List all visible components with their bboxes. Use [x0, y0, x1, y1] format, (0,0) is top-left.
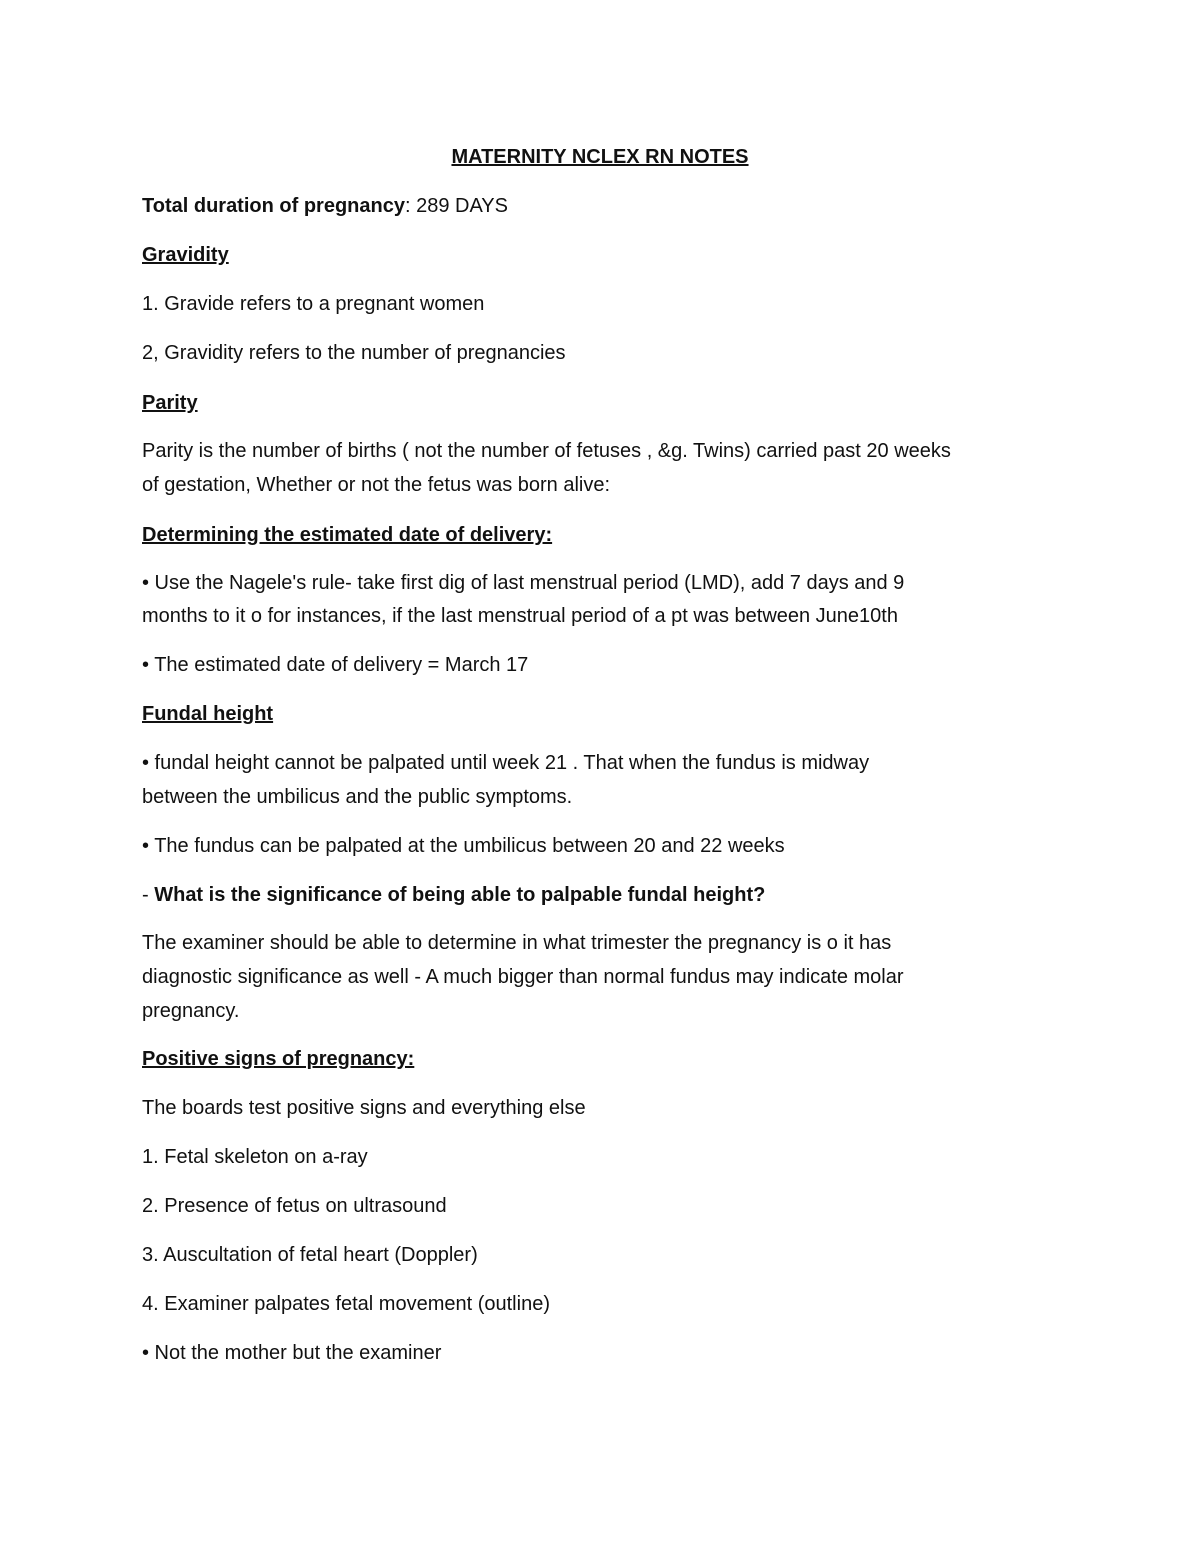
positive-sign-item: 3. Auscultation of fetal heart (Doppler) [142, 1244, 478, 1266]
edd-bullet-line: • Use the Nagele's rule- take first dig of last menstrual period (LMD), add 7 days and 9 [142, 572, 905, 594]
fundal-bullet-line: • fundal height cannot be palpated until week 21 . That when the fundus is midway [142, 752, 870, 774]
edd-heading: Determining the estimated date of delivery: [142, 524, 553, 546]
fundal-answer-line: pregnancy. [142, 1000, 240, 1022]
positive-signs-heading: Positive signs of pregnancy: [142, 1048, 415, 1070]
duration-value: : 289 DAYS [404, 195, 508, 217]
question-prefix: - [142, 884, 155, 906]
gravidity-item: 2, Gravidity refers to the number of pregnancies [142, 342, 566, 364]
parity-heading: Parity [142, 392, 198, 414]
positive-sign-item: 1. Fetal skeleton on a-ray [142, 1146, 368, 1168]
fundal-heading: Fundal height [142, 703, 274, 725]
parity-text-line: Parity is the number of births ( not the number of fetuses , &g. Twins) carried past 20 weeks [142, 440, 951, 462]
gravidity-item: 1. Gravide refers to a pregnant women [142, 293, 485, 315]
fundal-answer-line: diagnostic significance as well - A much bigger than normal fundus may indicate molar [142, 966, 904, 988]
duration-line [142, 189, 508, 223]
fundal-bullet-line: between the umbilicus and the public symptoms. [142, 786, 573, 808]
edd-bullet-line: months to it o for instances, if the last menstrual period of a pt was between June10th [142, 605, 898, 627]
fundal-bullet: • The fundus can be palpated at the umbilicus between 20 and 22 weeks [142, 835, 785, 857]
positive-sign-item: 2. Presence of fetus on ultrasound [142, 1195, 447, 1217]
fundal-question [142, 878, 765, 912]
duration-label: Total duration of pregnancy [142, 195, 405, 217]
parity-text-line: of gestation, Whether or not the fetus was born alive: [142, 474, 611, 496]
positive-signs-intro: The boards test positive signs and everything else [142, 1097, 586, 1119]
positive-sign-note: • Not the mother but the examiner [142, 1342, 442, 1364]
gravidity-heading: Gravidity [142, 244, 229, 266]
positive-sign-item: 4. Examiner palpates fetal movement (outline) [142, 1293, 550, 1315]
question-text: What is the significance of being able to palpable fundal height? [154, 884, 766, 906]
edd-result: • The estimated date of delivery = March 17 [142, 654, 529, 676]
fundal-answer-line: The examiner should be able to determine in what trimester the pregnancy is o it has [142, 932, 892, 954]
document-title: MATERNITY NCLEX RN NOTES [451, 146, 749, 168]
